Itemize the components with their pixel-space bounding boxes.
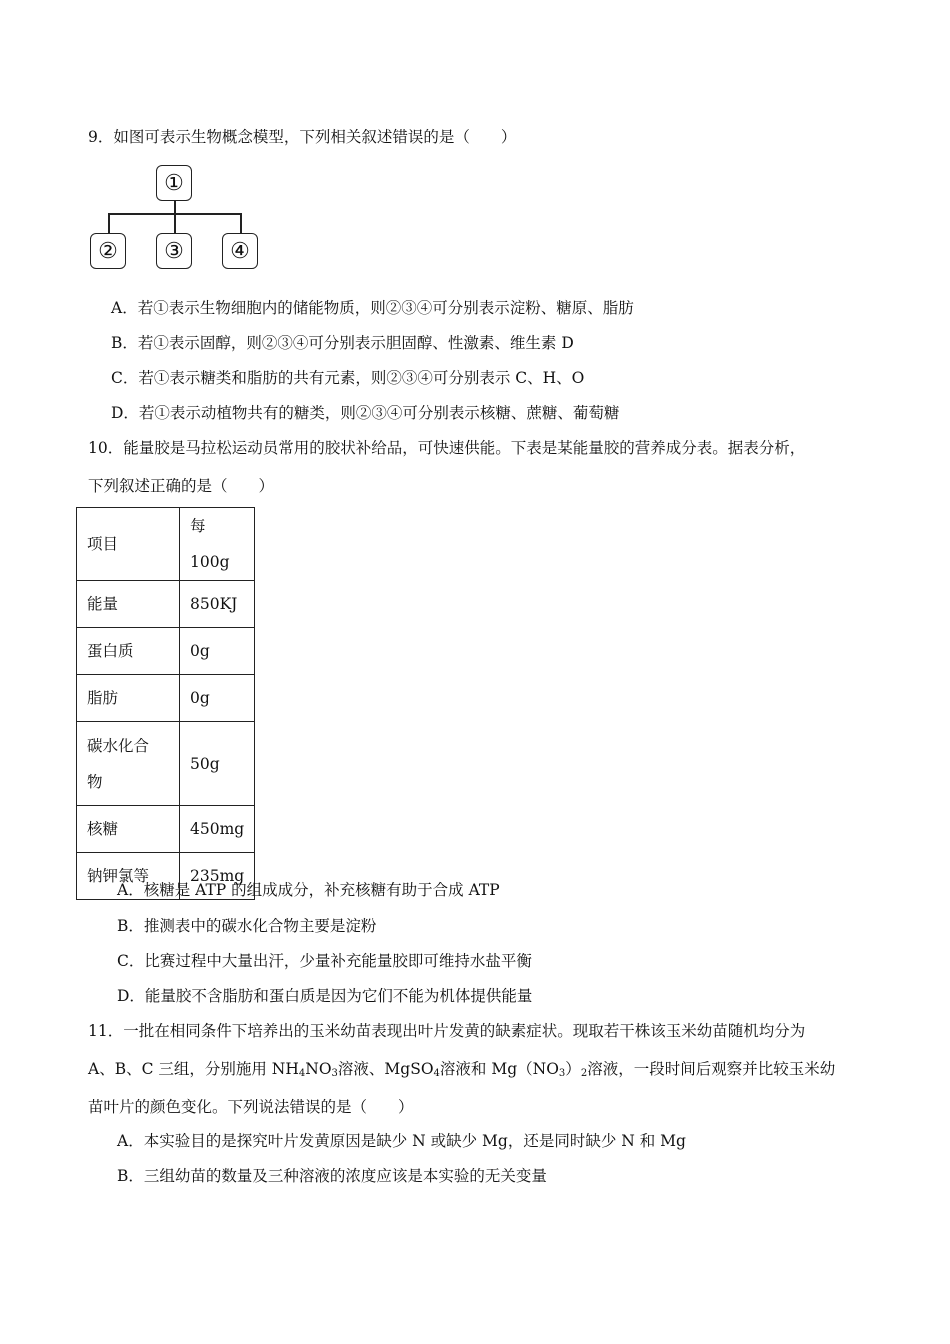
q9-option-a: A．若①表示生物细胞内的储能物质，则②③④可分别表示淀粉、糖原、脂肪 [111, 299, 634, 317]
table-header-cell: 项目 [77, 508, 180, 581]
q10-stem-line2: 下列叙述正确的是（ ） [88, 477, 275, 495]
q11-subscript: 4 [298, 1068, 306, 1079]
q11-subscript: 2 [580, 1068, 588, 1079]
q10-option-c: C．比赛过程中大量出汗，少量补充能量胶即可维持水盐平衡 [117, 952, 532, 970]
q11-text: 溶液、MgSO [337, 1060, 434, 1078]
table-row [77, 806, 255, 853]
q10-option-b: B．推测表中的碳水化合物主要是淀粉 [117, 917, 377, 935]
table-cell: 核糖 [77, 806, 180, 853]
table-row [77, 722, 255, 806]
q11-subscript: 3 [558, 1068, 566, 1079]
diagram-node-middle: ③ [156, 233, 192, 269]
q9-stem: 9．如图可表示生物概念模型，下列相关叙述错误的是（ ） [88, 128, 517, 146]
diagram-connector [174, 213, 176, 233]
table-cell-line: 物 [87, 772, 103, 791]
q11-option-a: A．本实验目的是探究叶片发黄原因是缺少 N 或缺少 Mg，还是同时缺少 N 和 Mg [117, 1132, 686, 1150]
q11-stem-line3: 苗叶片的颜色变化。下列说法错误的是（ ） [88, 1098, 414, 1116]
q11-text: ） [565, 1060, 581, 1078]
diagram-node-right: ④ [222, 233, 258, 269]
q11-stem-line1: 11．一批在相同条件下培养出的玉米幼苗表现出叶片发黄的缺素症状。现取若干株该玉米幼苗随机均分为 [88, 1022, 806, 1040]
q11-subscript: 4 [433, 1068, 440, 1079]
table-cell: 235mg [180, 853, 255, 900]
q9-option-c: C．若①表示糖类和脂肪的共有元素，则②③④可分别表示 C、H、O [111, 369, 585, 387]
diagram-node-top: ① [156, 165, 192, 201]
q10-option-a: A．核糖是 ATP 的组成成分，补充核糖有助于合成 ATP [117, 881, 500, 899]
q11-text: 溶液和 Mg（NO [439, 1060, 559, 1078]
q11-option-b: B．三组幼苗的数量及三种溶液的浓度应该是本实验的无关变量 [117, 1167, 547, 1185]
q11-subscript: 3 [331, 1068, 338, 1079]
q9-option-d: D．若①表示动植物共有的糖类，则②③④可分别表示核糖、蔗糖、葡萄糖 [111, 404, 620, 422]
table-row [77, 628, 255, 675]
table-header-row [77, 508, 255, 581]
table-cell: 0g [180, 628, 255, 675]
q9-option-b: B．若①表示固醇，则②③④可分别表示胆固醇、性激素、维生素 D [111, 334, 574, 352]
table-cell: 能量 [77, 581, 180, 628]
q10-option-d: D．能量胶不含脂肪和蛋白质是因为它们不能为机体提供能量 [117, 987, 533, 1005]
q11-text: NO [305, 1060, 332, 1078]
table-cell [77, 722, 180, 806]
table-cell: 钠钾氯等 [77, 853, 180, 900]
table-cell: 蛋白质 [77, 628, 180, 675]
table-row [77, 675, 255, 722]
table-header-cell: 每 100g [180, 508, 255, 581]
table-cell: 50g [180, 722, 255, 806]
nutrition-table [76, 507, 255, 900]
diagram-connector [240, 213, 242, 233]
table-cell-line: 碳水化合 [87, 736, 150, 755]
q10-stem-line1: 10．能量胶是马拉松运动员常用的胶状补给品，可快速供能。下表是某能量胶的营养成分表。据表分析， [88, 439, 806, 457]
table-cell: 脂肪 [77, 675, 180, 722]
table-cell: 450mg [180, 806, 255, 853]
q11-text: A、B、C 三组，分别施用 NH [88, 1060, 299, 1078]
q11-stem-line2 [88, 1059, 835, 1084]
table-cell: 850KJ [180, 581, 255, 628]
diagram-connector [108, 213, 110, 233]
table-row [77, 581, 255, 628]
q11-text: 溶液，一段时间后观察并比较玉米幼 [587, 1060, 836, 1078]
diagram-node-left: ② [90, 233, 126, 269]
table-cell: 0g [180, 675, 255, 722]
